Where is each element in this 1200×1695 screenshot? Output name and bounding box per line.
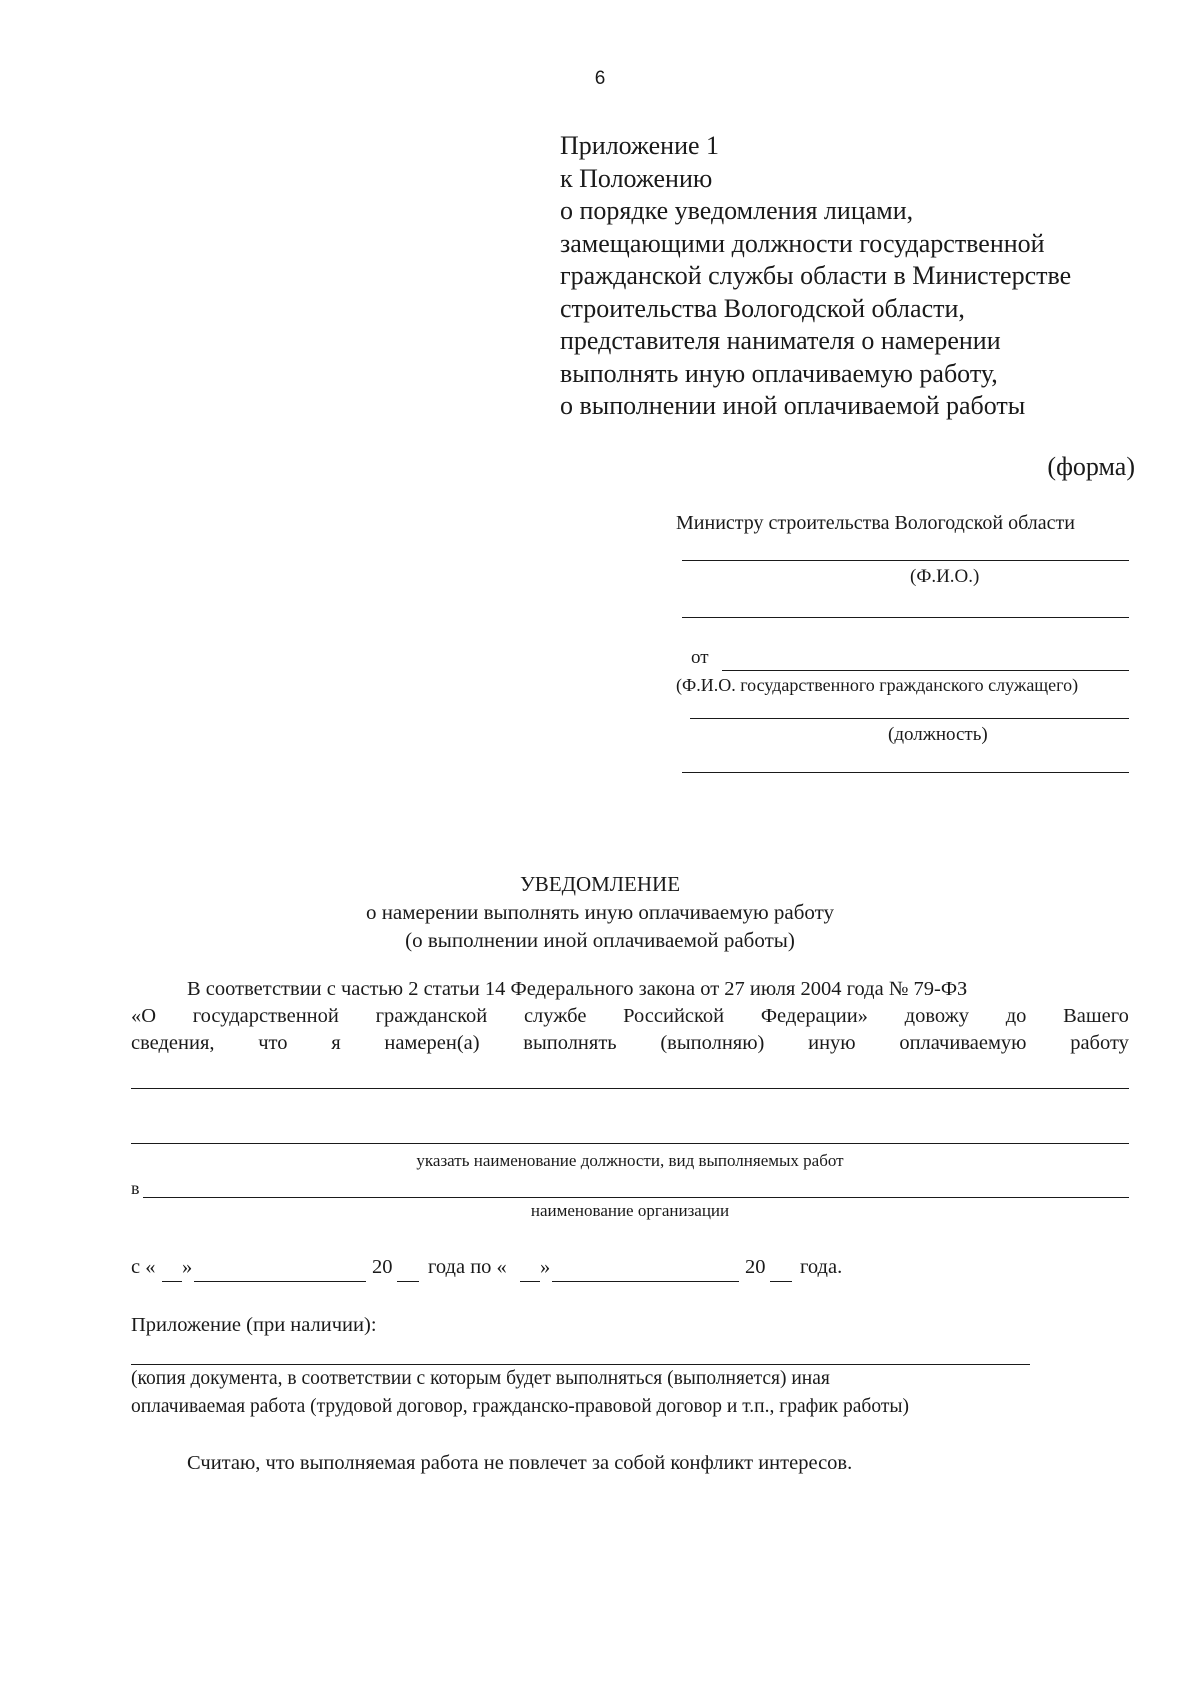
addressee-extra-field[interactable]	[682, 617, 1129, 618]
attachment-caption-line: оплачиваемая работа (трудовой договор, гражданско-правовой договор и т.п., график работы)	[131, 1396, 909, 1417]
period-from-quote: »	[182, 1256, 193, 1278]
addressee-fio-field[interactable]	[682, 560, 1129, 561]
form-label: (форма)	[1047, 452, 1135, 481]
sender-fio-field[interactable]	[722, 670, 1129, 671]
word: Российской	[623, 1005, 725, 1027]
appendix-line: замещающими должности государственной	[560, 228, 1045, 258]
from-month-field[interactable]	[194, 1281, 366, 1282]
attachment-caption-line: (копия документа, в соответствии с которым будет выполняться (выполняется) иная	[131, 1368, 830, 1389]
word: выполнять	[523, 1032, 617, 1054]
word: я	[331, 1032, 341, 1054]
conclusion-text: Считаю, что выполняемая работа не повлечет за собой конфликт интересов.	[187, 1452, 853, 1474]
word: оплачиваемую	[899, 1032, 1027, 1054]
word: иную	[808, 1032, 856, 1054]
appendix-line: к Положению	[560, 163, 713, 193]
period-mid-text: года по «	[428, 1256, 507, 1278]
word: (выполняю)	[660, 1032, 765, 1054]
attachment-label: Приложение (при наличии):	[131, 1314, 377, 1336]
word: службе	[523, 1005, 587, 1027]
document-title	[0, 870, 1200, 954]
word: «О	[131, 1005, 157, 1027]
title-subtitle: о намерении выполнять иную оплачиваемую работу	[365, 900, 835, 924]
position-caption: (должность)	[888, 724, 988, 745]
to-month-field[interactable]	[552, 1281, 739, 1282]
to-year-field[interactable]	[770, 1281, 792, 1282]
period-to-quote: »	[540, 1256, 551, 1278]
word: сведения,	[131, 1032, 215, 1054]
period-end-text: года.	[800, 1256, 843, 1278]
word: до	[1005, 1005, 1027, 1027]
title-heading: УВЕДОМЛЕНИЕ	[519, 872, 681, 896]
period-from-prefix: с «	[131, 1256, 156, 1278]
word: намерен(а)	[384, 1032, 480, 1054]
appendix-line: о выполнении иной оплачиваемой работы	[560, 391, 1026, 420]
paragraph-line-justified	[131, 1003, 1129, 1030]
word: государственной	[192, 1005, 339, 1027]
word: довожу	[904, 1005, 970, 1027]
appendix-line: выполнять иную оплачиваемую работу,	[560, 358, 998, 388]
to-day-field[interactable]	[520, 1281, 540, 1282]
org-prefix: в	[131, 1178, 140, 1198]
sender-fio-caption: (Ф.И.О. государственного гражданского служащего)	[676, 675, 1079, 695]
work-caption: указать наименование должности, вид выполняемых работ	[416, 1151, 844, 1170]
word: что	[258, 1032, 288, 1054]
from-year-field[interactable]	[397, 1281, 419, 1282]
period-year-prefix-2: 20	[745, 1256, 766, 1278]
from-day-field[interactable]	[162, 1281, 182, 1282]
page-number: 6	[594, 68, 606, 89]
appendix-line: гражданской службы области в Министерстве	[560, 261, 1072, 290]
attachment-field[interactable]	[131, 1364, 1030, 1365]
appendix-line: строительства Вологодской области,	[560, 293, 965, 323]
work-description-field-2[interactable]	[131, 1143, 1129, 1144]
word: гражданской	[375, 1005, 488, 1027]
word: работу	[1070, 1032, 1129, 1054]
appendix-line: представителя нанимателя о намерении	[560, 326, 1001, 355]
fio-caption: (Ф.И.О.)	[910, 566, 980, 587]
sender-position-field[interactable]	[690, 718, 1129, 719]
org-caption: наименование организации	[530, 1201, 730, 1220]
appendix-line: о порядке уведомления лицами,	[560, 196, 914, 225]
notification-paragraph	[131, 976, 1129, 1057]
appendix-line: Приложение 1	[560, 131, 720, 160]
work-description-field[interactable]	[131, 1088, 1129, 1089]
from-label: от	[691, 647, 709, 668]
title-subtitle: (о выполнении иной оплачиваемой работы)	[405, 928, 795, 952]
appendix-reference	[560, 130, 1071, 423]
sender-position-extra-field[interactable]	[682, 772, 1129, 773]
word: Федерации»	[760, 1005, 868, 1027]
word: Вашего	[1063, 1005, 1129, 1027]
period-year-prefix-1: 20	[372, 1256, 393, 1278]
paragraph-line: В соответствии с частью 2 статьи 14 Федерального закона от 27 июля 2004 года № 79-ФЗ	[187, 978, 968, 1000]
addressee: Министру строительства Вологодской области	[676, 512, 1075, 534]
organization-field[interactable]	[143, 1197, 1129, 1198]
paragraph-line-justified	[131, 1030, 1129, 1057]
